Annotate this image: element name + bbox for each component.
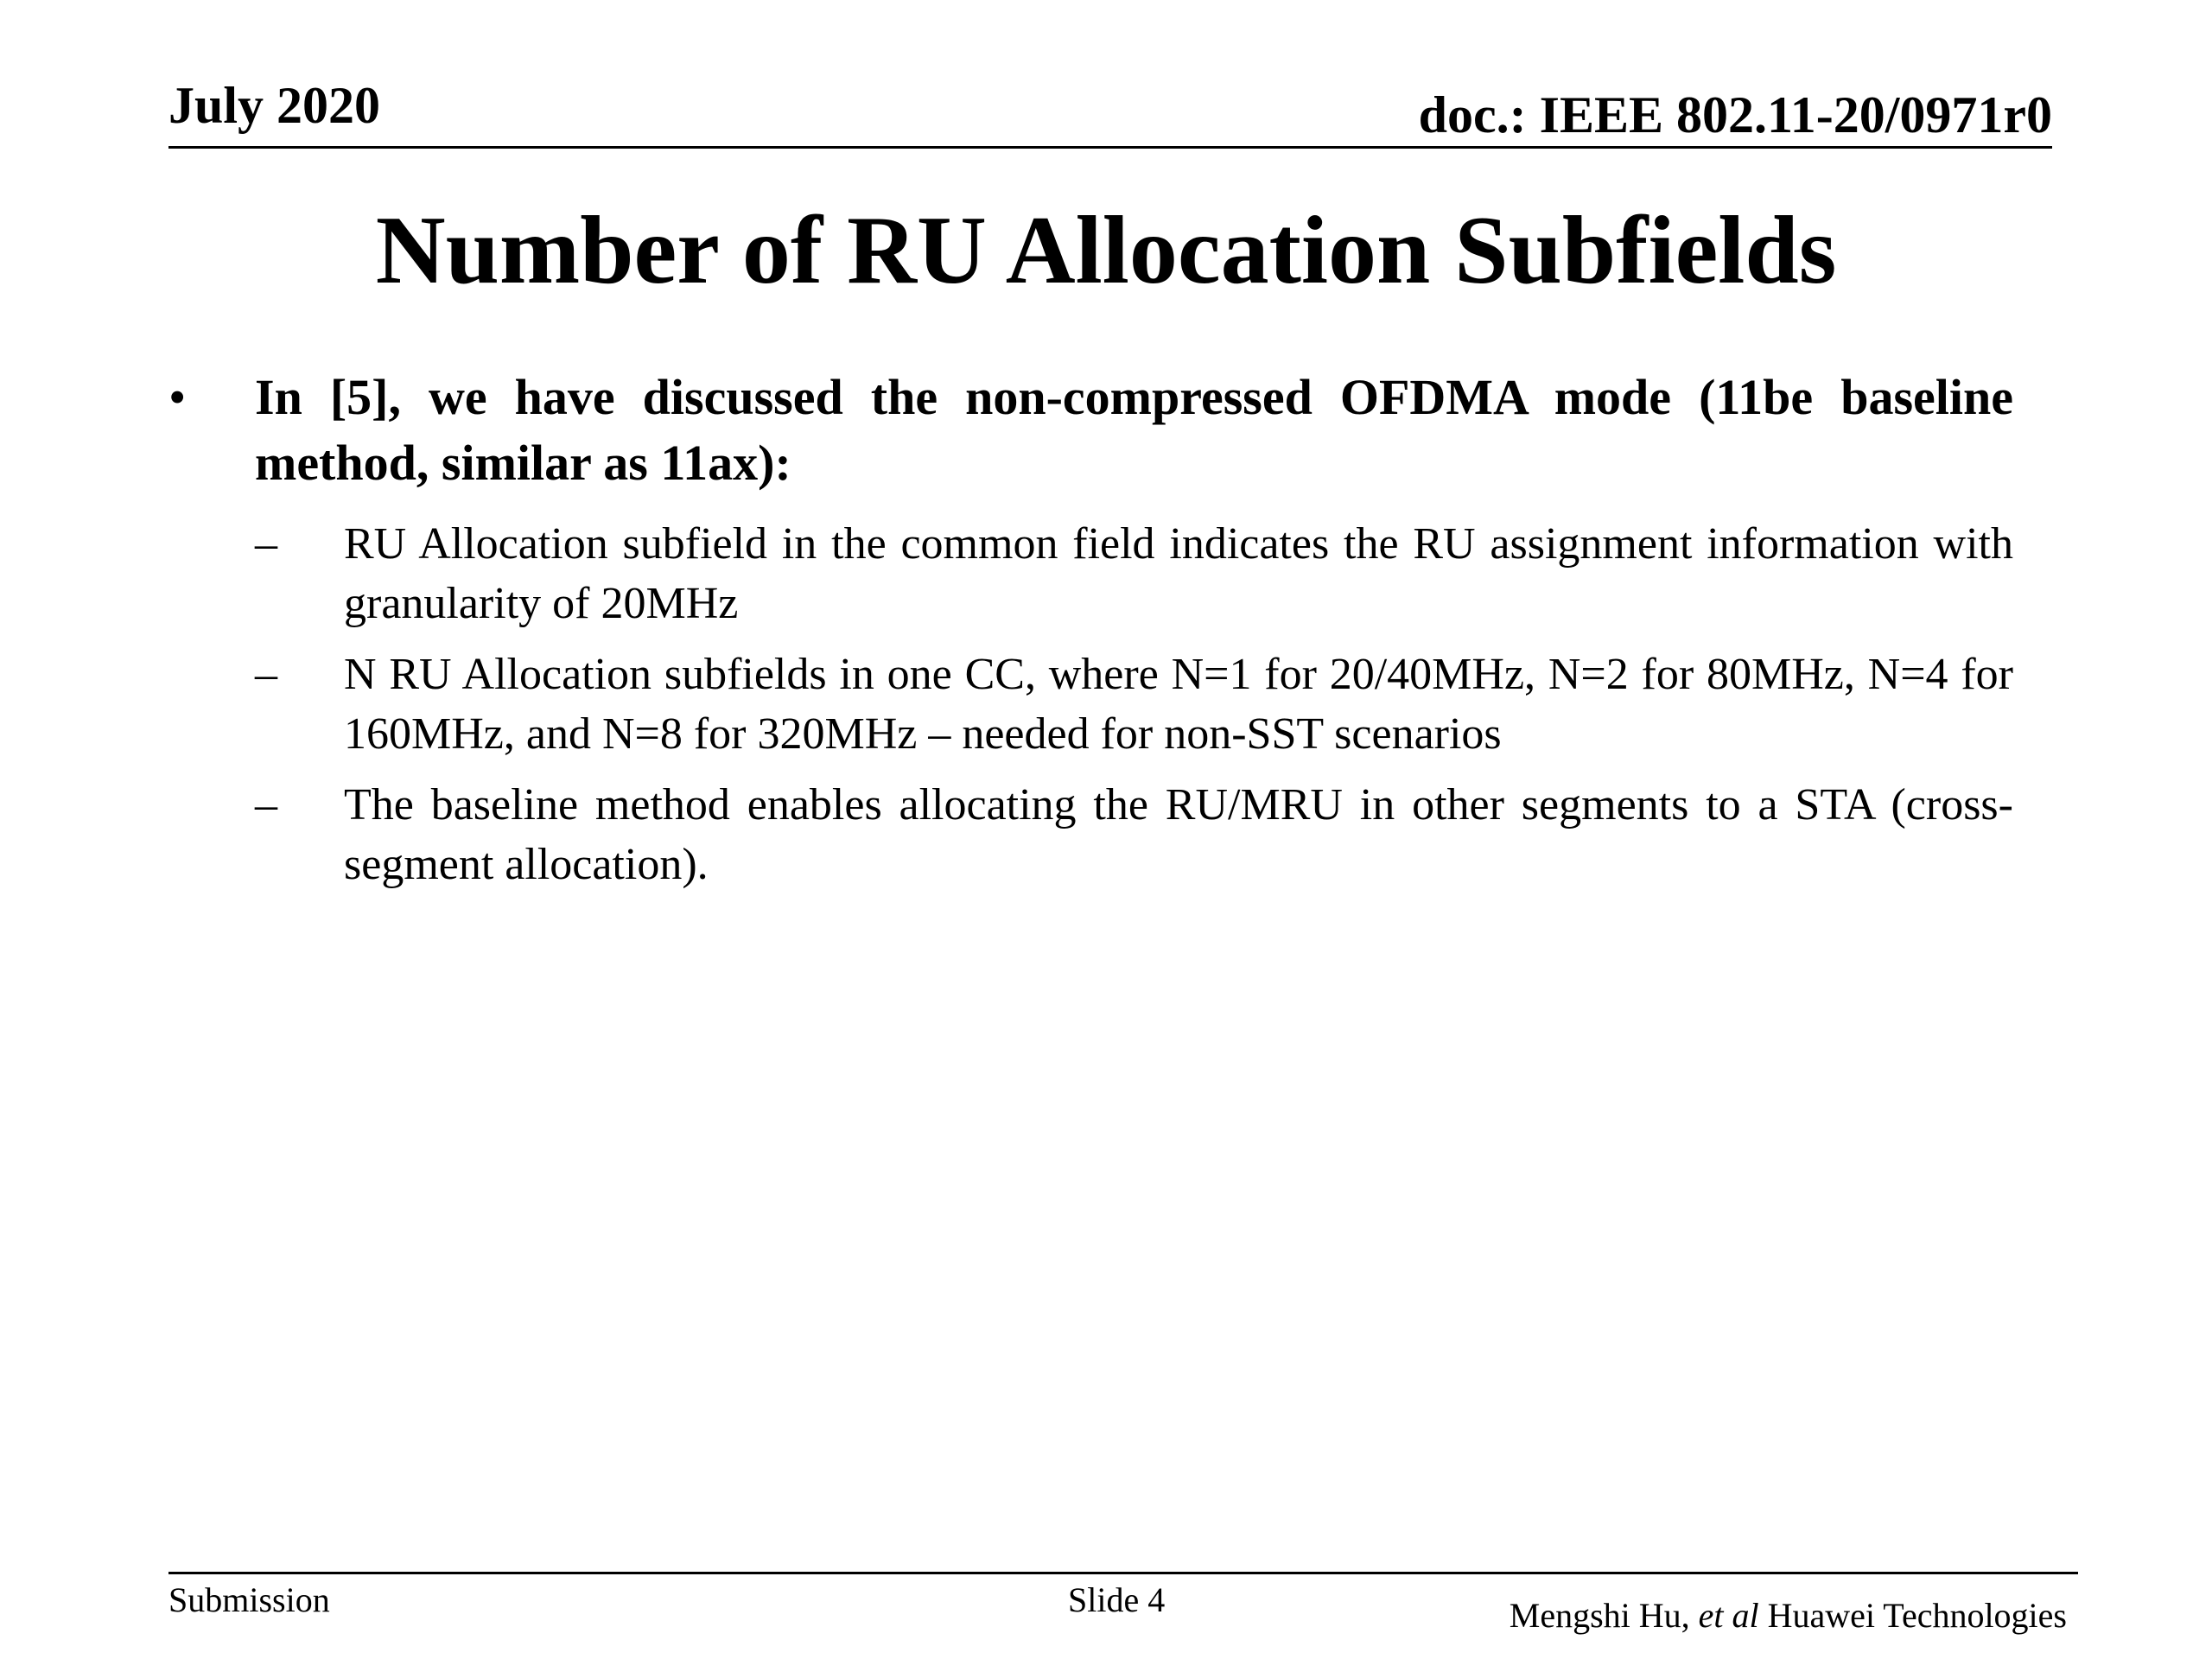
sub-bullet-text: The baseline method enables allocating the RU/MRU in other segments to a STA (cross-segment allocation). [344,780,2013,889]
slide-title: Number of RU Allocation Subfields [375,197,1837,304]
sub-bullet-item [255,645,2013,764]
footer-slide-number: Slide 4 [1068,1580,1166,1619]
bullet-text: In [5], we have discussed the non-compressed OFDMA mode (11be baseline method, similar as 11ax): [255,369,2013,491]
dash-icon: – [255,519,277,569]
dash-icon: – [255,650,277,699]
header-doc-id: doc.: IEEE 802.11-20/0971r0 [1418,86,2052,143]
header-date: July 2020 [168,77,381,134]
sub-bullet-text: N RU Allocation subfields in one CC, where N=1 for 20/40MHz, N=2 for 80MHz, N=4 for 160MHz, and N=8 for 320MHz – needed for non-SST scenarios [344,650,2013,759]
footer-affiliation: Huawei Technologies [1758,1596,2067,1635]
header-divider [168,146,2052,149]
sub-bullet-item [255,775,2013,894]
bullet-dot-icon: • [168,369,187,425]
footer-author [1509,1596,2067,1635]
sub-bullet-item [255,514,2013,633]
footer-author-name: Mengshi Hu, [1509,1596,1699,1635]
sub-bullet-list [255,514,2013,906]
footer-divider [168,1572,2078,1574]
footer-submission: Submission [168,1580,330,1619]
sub-bullet-text: RU Allocation subfield in the common field indicates the RU assignment information with granularity of 20MHz [344,519,2013,628]
footer-author-etal: et al [1698,1596,1759,1635]
dash-icon: – [255,780,277,830]
bullet-item [168,365,2013,496]
